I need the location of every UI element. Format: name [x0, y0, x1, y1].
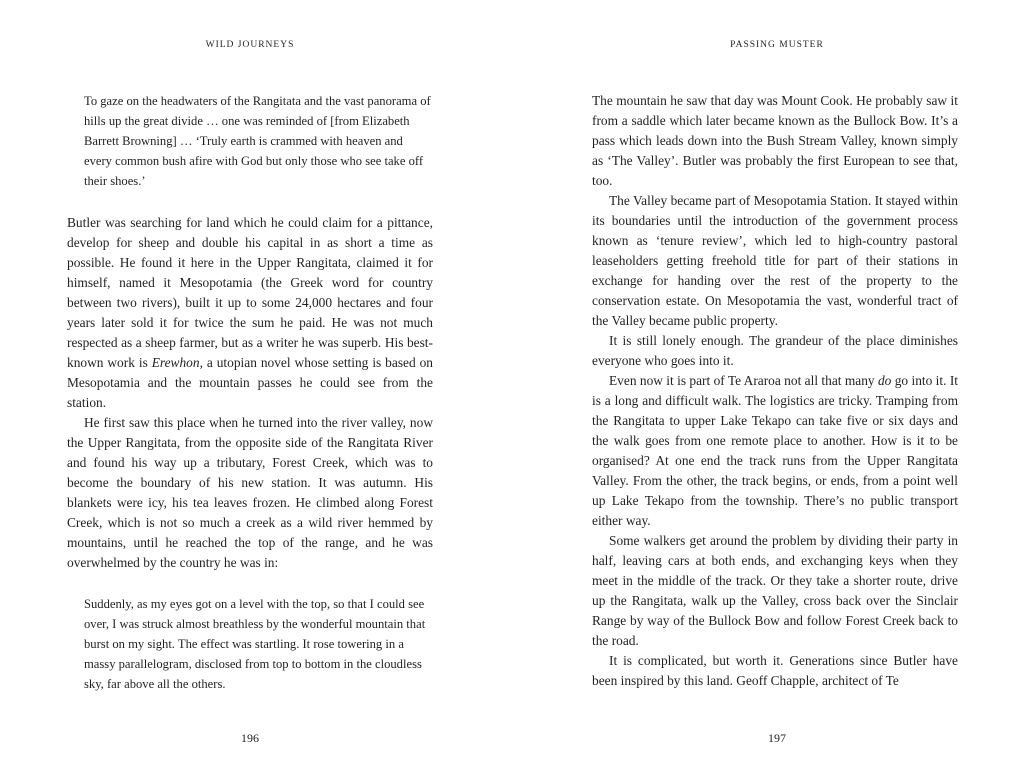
right-page	[512, 0, 1024, 783]
paragraph: He first saw this place when he turned into the river valley, now the Upper Rangitata, from the opposite side of the Rangitata River and found his way up a tributary, Forest Creek, which was to become the boundary of his new station. It was autumn. His blankets were icy, his tea leaves frozen. He climbed along Forest Creek, which is not so much a creek as a wild river hemmed by mountains, until he reached the top of the range, and he was overwhelmed by the country he was in:	[67, 415, 433, 570]
paragraph-text: Even now it is part of Te Araroa not all that many	[609, 373, 878, 388]
book-title: Erewhon,	[151, 355, 203, 370]
running-head: WILD JOURNEYS	[205, 40, 295, 50]
paragraph	[592, 371, 958, 531]
paragraph-text: go into it. It is a long and difficult walk. The logistics are tricky. Tramping from the Rangitata to upper Lake Tekapo can take five or six days and the walk goes from one remote place to another. How is it to be organised? At one end the track runs from the Upper Rangitata Valley. From the other, the track begins, or ends, from a point well up Lake Tekapo from the township. There’s no public transport either way.	[592, 373, 958, 528]
page-number: 197	[768, 731, 786, 745]
paragraph: It is still lonely enough. The grandeur of the place diminishes everyone who goes into it.	[592, 333, 958, 368]
block-quote: To gaze on the headwaters of the Rangitata and the vast panorama of hills up the great divide … one was reminded of [from Elizabeth Barrett Browning] … ‘Truly earth is crammed with heaven and every common bush afire with God but only those who see take off their shoes.’	[84, 94, 431, 188]
paragraph-text: Butler was searching for land which he could claim for a pittance, develop for sheep and double his capital in as short a time as possible. He found it here in the Upper Rangitata, claimed it for himself, named it Mesopotamia (the Greek word for country between two rivers), built it up to some 24,000 hectares and four years later sold it for twice the sum he paid. He was not much respected as a sheep farmer, but as a writer he was superb. His best-known work is	[67, 215, 433, 370]
paragraph	[67, 213, 433, 413]
text-column	[67, 91, 433, 694]
running-head: PASSING MUSTER	[730, 40, 824, 50]
paragraph: Some walkers get around the problem by dividing their party in half, leaving cars at both ends, and exchanging keys when they meet in the middle of the track. Or they take a shorter route, drive up the Rangitata, walk up the Valley, cross back over the Sinclair Range by way of the Bullock Bow and follow Forest Creek back to the road.	[592, 533, 958, 648]
paragraph: The Valley became part of Mesopotamia Station. It stayed within its boundaries until the introduction of the government process known as ‘tenure review’, which led to high-country pastoral leaseholders getting freehold title for part of their stations in exchange for handing over the rest of the property to the conservation estate. On Mesopotamia the vast, wonderful tract of the Valley became public property.	[592, 193, 958, 328]
paragraph-text: a utopian novel whose setting is based on Mesopotamia and the mountain passes he could see from the station.	[67, 355, 433, 410]
paragraph: It is complicated, but worth it. Generations since Butler have been inspired by this land. Geoff Chapple, architect of Te	[592, 653, 958, 688]
text-column	[592, 91, 958, 691]
paragraph: The mountain he saw that day was Mount Cook. He probably saw it from a saddle which later became known as the Bullock Bow. It’s a pass which leads down into the Bush Stream Valley, known simply as ‘The Valley’. Butler was probably the first European to see that, too.	[592, 93, 958, 188]
block-quote: Suddenly, as my eyes got on a level with the top, so that I could see over, I was struck almost breathless by the wonderful mountain that burst on my sight. The effect was startling. It rose towering in a massy parallelogram, disclosed from top to bottom in the cloudless sky, far above all the others.	[84, 597, 426, 691]
emphasis: do	[877, 373, 892, 388]
page-number: 196	[241, 731, 259, 745]
